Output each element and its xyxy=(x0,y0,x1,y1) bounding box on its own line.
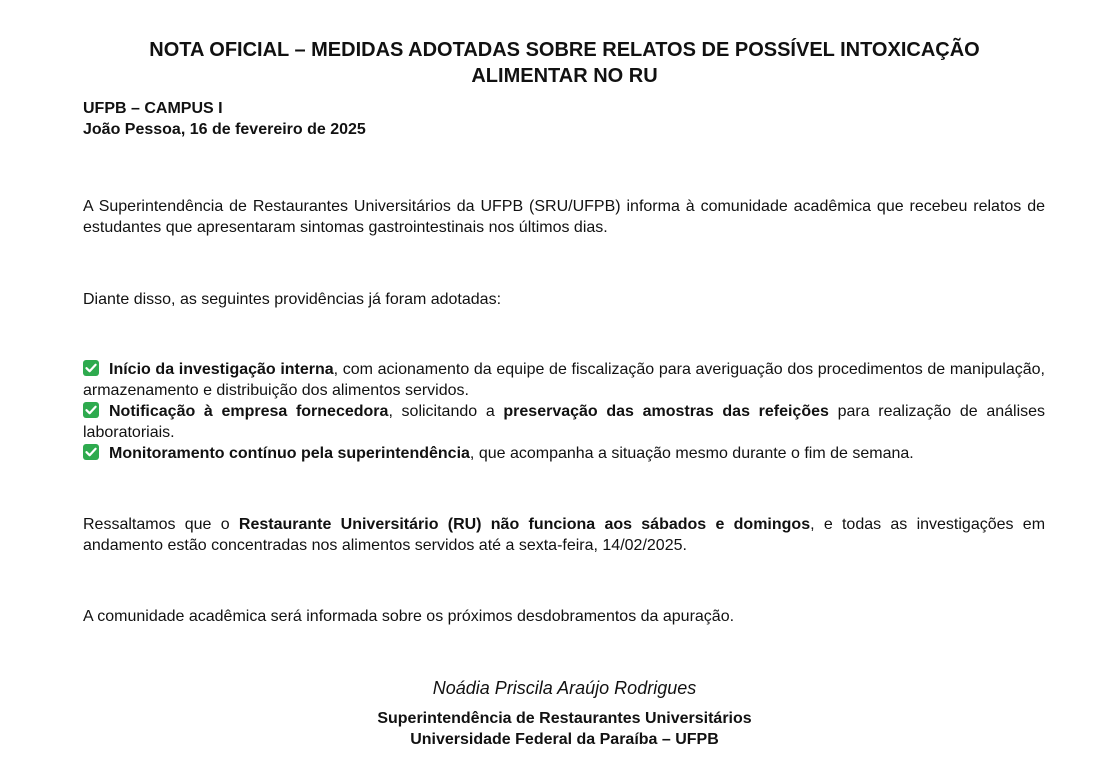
measure-bold: Início da investigação interna xyxy=(109,361,334,378)
document-header xyxy=(83,98,366,140)
signature-org-line-2: Universidade Federal da Paraíba – UFPB xyxy=(410,731,719,748)
place-date: João Pessoa, 16 de fevereiro de 2025 xyxy=(83,121,366,138)
measures-intro: Diante disso, as seguintes providências já foram adotadas: xyxy=(83,291,502,308)
measure-item xyxy=(83,443,1045,464)
measure-text: , com acionamento da equipe de fiscalização para averiguação dos procedimentos de manipulação, armazenamento e distribuição dos alimentos servidos. xyxy=(83,361,1045,399)
measure-bold-2: preservação das amostras das refeições xyxy=(503,403,829,420)
check-mark-icon xyxy=(83,444,99,460)
closing-pre: Ressaltamos que o xyxy=(83,516,239,533)
signature-organization xyxy=(60,708,1069,750)
intro-paragraph: A Superintendência de Restaurantes Universitários da UFPB (SRU/UFPB) informa à comunidade acadêmica que recebeu relatos de estudantes que apresentaram sintomas gastrointestinais nos últimos dias. xyxy=(83,198,1045,236)
measure-text: , que acompanha a situação mesmo durante o fim de semana. xyxy=(469,445,914,462)
measures-list xyxy=(83,359,1045,464)
signature-org-line-1: Superintendência de Restaurantes Universitários xyxy=(377,710,752,727)
document-title xyxy=(60,37,1069,89)
signature-name: Noádia Priscila Araújo Rodrigues xyxy=(432,678,697,698)
final-note: A comunidade acadêmica será informada sobre os próximos desdobramentos da apuração. xyxy=(83,608,735,625)
closing-post: , e todas as investigações em andamento estão concentradas nos alimentos servidos até a sexta-feira, 14/02/2025. xyxy=(83,516,1046,554)
closing-paragraph xyxy=(83,514,1045,556)
measure-bold: Notificação à empresa fornecedora xyxy=(109,403,389,420)
measure-item xyxy=(83,401,1045,443)
title-line-2: ALIMENTAR NO RU xyxy=(471,65,658,87)
title-line-1: NOTA OFICIAL – MEDIDAS ADOTADAS SOBRE RELATOS DE POSSÍVEL INTOXICAÇÃO xyxy=(149,39,980,61)
check-mark-icon xyxy=(83,402,99,418)
measure-item xyxy=(83,359,1045,401)
institution-label: UFPB – CAMPUS I xyxy=(83,100,223,117)
measure-bold: Monitoramento contínuo pela superintendência xyxy=(109,445,470,462)
measure-text: , solicitando a xyxy=(388,403,504,420)
measure-text-2: para realização de análises laboratoriais. xyxy=(83,403,1046,441)
closing-bold: Restaurante Universitário (RU) não funciona aos sábados e domingos xyxy=(238,516,811,533)
check-mark-icon xyxy=(83,360,99,376)
